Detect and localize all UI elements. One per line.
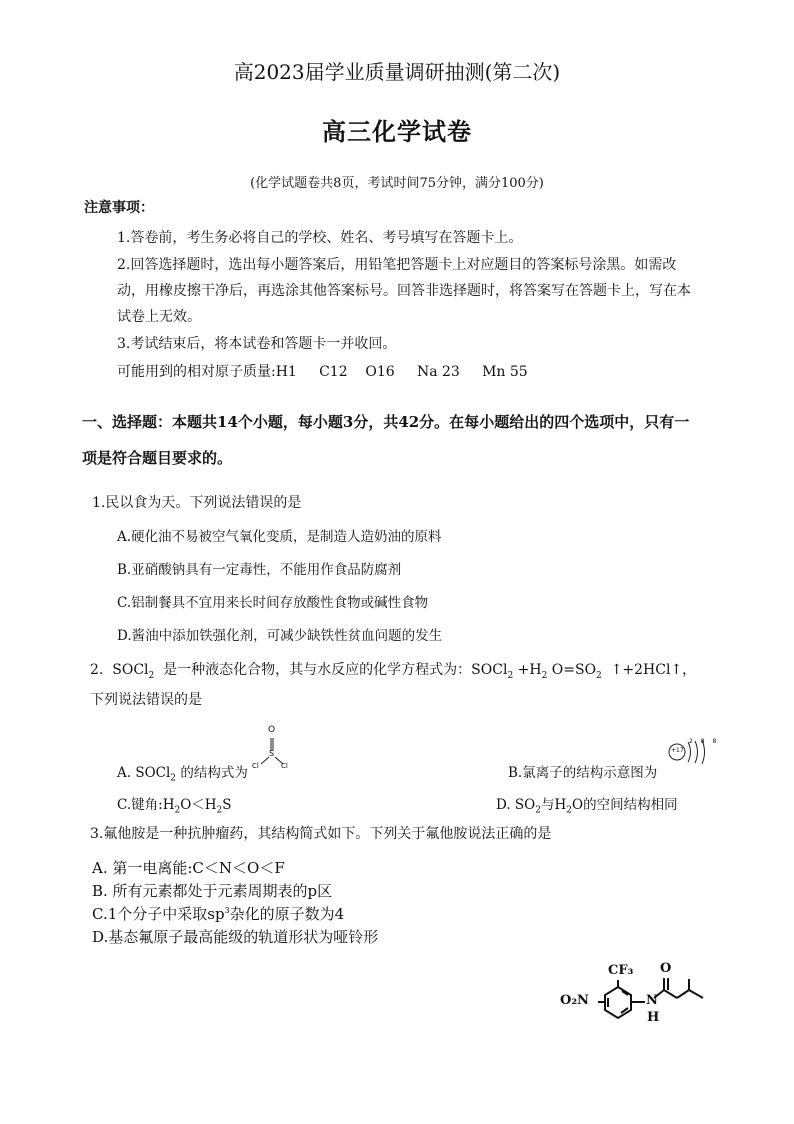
amide-hydrogen: H xyxy=(647,1010,660,1025)
note-item-2-line-2: 动，用橡皮擦干净后，再选涂其他答案标号。回答非选择题时，将答案写在答题卡上，写在本 xyxy=(117,283,691,299)
exam-title: 高2023届学业质量调研抽测(第二次) xyxy=(233,60,561,84)
exam-info: (化学试题卷共8页，考试时间75分钟，满分100分) xyxy=(250,176,544,191)
section-1-line-1: 一、选择题：本题共14个小题，每小题3分，共42分。在每小题给出的四个选项中，只有一 xyxy=(82,413,690,431)
q2-stem-line-1 xyxy=(90,659,696,681)
subscript: 2 xyxy=(216,805,223,816)
structure-atom-cl: Cl xyxy=(252,762,259,770)
nitro-group: O₂N xyxy=(560,993,589,1008)
q3-stem: 3.氟他胺是一种抗肿瘤药，其结构简式如下。下列关于氟他胺说法正确的是 xyxy=(90,826,552,842)
section-1-line-2: 项是符合题目要求的。 xyxy=(82,449,233,467)
subscript: 2 xyxy=(170,773,177,784)
q2-stem-text: 是一种液态化合物，其与水反应的化学方程式为：SOCl xyxy=(163,662,508,678)
subscript: 2 xyxy=(596,670,602,681)
amide-nitrogen: N xyxy=(646,993,658,1008)
q2-option-a-text: 的结构式为 xyxy=(180,765,248,781)
electron-shells: 2 8 8 xyxy=(689,738,720,745)
q2-stem-line-2: 下列说法错误的是 xyxy=(90,692,202,708)
subject-title: 高三化学试卷 xyxy=(322,117,472,146)
flutamide-structure xyxy=(556,958,716,1036)
q2-option-d-text: 与H xyxy=(540,797,567,813)
q1-stem: 1.民以食为天。下列说法错误的是 xyxy=(92,495,302,511)
q2-option-d xyxy=(496,793,678,816)
q2-stem-text: +H xyxy=(517,662,542,678)
note-item-2-line-3: 试卷上无效。 xyxy=(117,309,201,325)
q2-option-d-text: O的空间结构相同 xyxy=(572,797,678,813)
subscript: 2 xyxy=(541,670,548,681)
q3-option-c-text: 杂化的原子数为4 xyxy=(229,905,345,923)
q3-option-d: D.基态氟原子最高能级的轨道形状为哑铃形 xyxy=(92,928,379,946)
superscript: 3 xyxy=(224,906,230,915)
q2-number: 2. xyxy=(90,662,104,678)
note-item-1: 1.答卷前，考生务必将自己的学校、姓名、考号填写在答题卡上。 xyxy=(117,230,523,246)
q2-stem-text: O=SO xyxy=(551,662,597,678)
q2-option-d-text: D. SO xyxy=(496,797,536,813)
subscript: 2 xyxy=(174,805,181,816)
structure-atom-o: O xyxy=(268,725,276,735)
cf3-group: CF₃ xyxy=(608,963,634,978)
q2-option-c-text: C.键角:H xyxy=(117,797,175,813)
q2-formula-socl2: SOCl xyxy=(112,662,149,678)
subscript: 2 xyxy=(148,670,155,681)
q1-option-a: A.硬化油不易被空气氧化变质，是制造人造奶油的原料 xyxy=(117,529,442,545)
subscript: 2 xyxy=(507,670,514,681)
socl2-structure xyxy=(250,725,292,774)
q1-option-d: D.酱油中添加铁强化剂，可减少缺铁性贫血问题的发生 xyxy=(117,628,443,644)
q3-option-a: A. 第一电离能:C＜N＜O＜F xyxy=(92,859,285,877)
q3-option-c-text: C.1个分子中采取sp xyxy=(92,905,225,923)
chloride-ion-diagram xyxy=(666,736,720,768)
q2-option-a xyxy=(117,761,248,784)
q2-option-c-text: S xyxy=(222,797,232,813)
q1-option-b: B.亚硝酸钠具有一定毒性，不能用作食品防腐剂 xyxy=(117,562,402,578)
carbonyl-oxygen: O xyxy=(660,961,672,976)
notes-heading: 注意事项： xyxy=(84,200,154,216)
q3-option-c xyxy=(92,903,344,924)
structure-atom-s: S xyxy=(269,749,275,758)
atomic-masses: 可能用到的相对原子质量:H1 C12 O16 Na 23 Mn 55 xyxy=(117,364,528,380)
note-item-2-line-1: 2.回答选择题时，选出每小题答案后，用铅笔把答题卡上对应题目的答案标号涂黑。如需改 xyxy=(117,257,677,273)
subscript: 2 xyxy=(566,805,572,816)
q3-option-b: B. 所有元素都处于元素周期表的p区 xyxy=(92,882,333,900)
q1-option-c: C.铝制餐具不宜用来长时间存放酸性食物或碱性食物 xyxy=(117,595,429,611)
nucleus-charge: +17 xyxy=(671,747,684,754)
q2-option-c xyxy=(117,793,232,816)
structure-atom-cl: Cl xyxy=(281,762,288,770)
q2-option-c-text: O＜H xyxy=(180,797,217,813)
q2-option-a-text: A. SOCl xyxy=(117,765,171,781)
subscript: 2 xyxy=(535,805,541,816)
q2-option-b: B.氯离子的结构示意图为 xyxy=(508,765,658,781)
q2-stem-text: ↑+2HCl↑， xyxy=(610,662,697,678)
note-item-3: 3.考试结束后，将本试卷和答题卡一并收回。 xyxy=(117,336,397,352)
